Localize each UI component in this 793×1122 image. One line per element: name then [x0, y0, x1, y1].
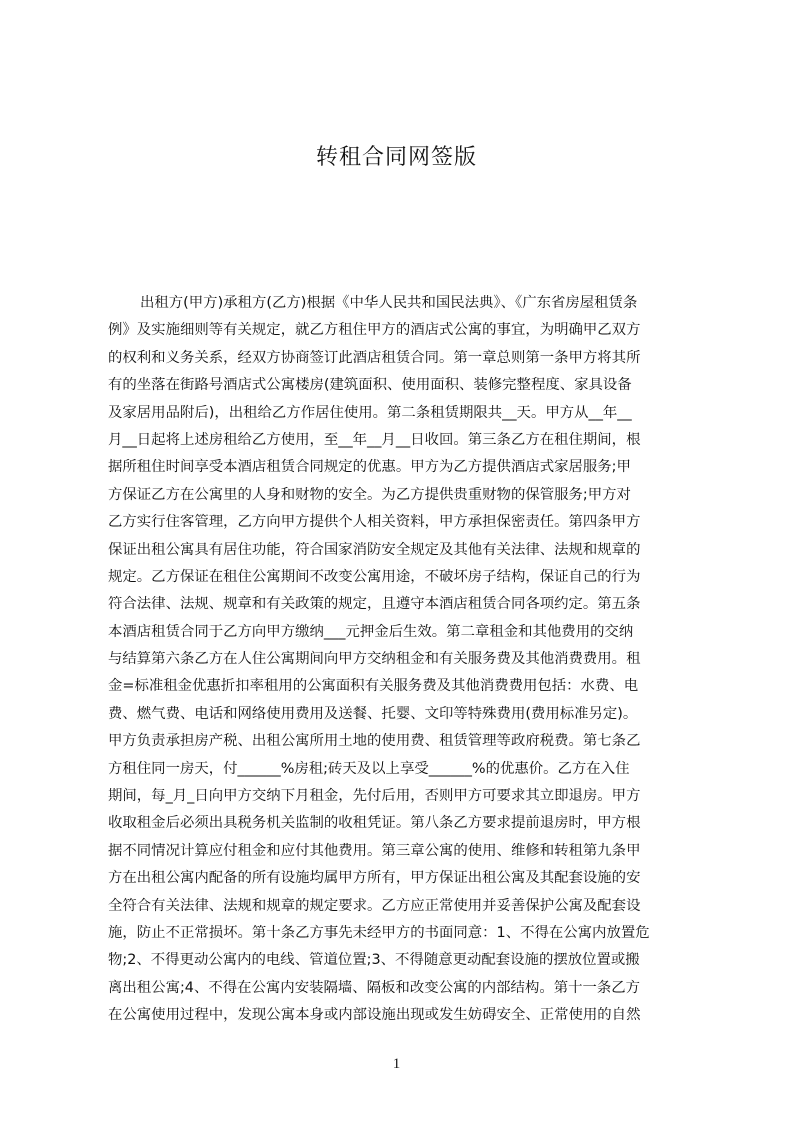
body-line: 据所租住时间享受本酒店租赁合同规定的优惠。甲方为乙方提供酒店式家居服务;甲	[108, 459, 631, 476]
body-line: 方租住同一房天，付______%房租;砖天及以上享受______%的优惠价。乙方在入住	[108, 760, 630, 777]
body-line: 离出租公寓;4、不得在公寓内安装隔墙、隔板和改变公寓的内部结构。第十一条乙方	[108, 979, 641, 996]
body-line: 例》及实施细则等有关规定，就乙方租住甲方的酒店式公寓的事宜，为明确甲乙双方	[108, 322, 641, 339]
body-line: 本酒店租赁合同于乙方向甲方缴纳___元押金后生效。第二章租金和其他费用的交纳	[108, 623, 634, 640]
page-number: 1	[392, 1056, 401, 1072]
body-line: 出租方(甲方)承租方(乙方)根据《中华人民共和国民法典》、《广东省房屋租赁条	[140, 295, 638, 311]
body-line: 期间，每_月_日向甲方交纳下月租金，先付后用，否则甲方可要求其立即退房。甲方	[108, 788, 641, 805]
document-body	[108, 290, 698, 1066]
body-line: 甲方负责承担房产税、出租公寓所用土地的使用费、租赁管理等政府税费。第七条乙	[108, 733, 641, 750]
body-line: 有的坐落在街路号酒店式公寓楼房(建筑面积、使用面积、装修完整程度、家具设备	[108, 377, 632, 394]
body-line: 费、燃气费、电话和网络使用费用及送餐、托婴、文印等特殊费用(费用标准另定)。	[108, 705, 638, 722]
body-line: 金=标准租金优惠折扣率租用的公寓面积有关服务费及其他消费费用包括：水费、电	[108, 678, 639, 695]
body-line: 全符合有关法律、法规和规章的规定要求。乙方应正常使用并妥善保护公寓及配套设	[108, 897, 641, 914]
body-line: 乙方实行住客管理，乙方向甲方提供个人相关资料，甲方承担保密责任。第四条甲方	[108, 514, 641, 531]
body-line: 及家居用品附后)，出租给乙方作居住使用。第二条租赁期限共__天。甲方从__年__	[108, 404, 632, 421]
body-line: 的权利和义务关系，经双方协商签订此酒店租赁合同。第一章总则第一条甲方将其所	[108, 349, 641, 366]
body-line: 收取租金后必须出具税务机关监制的收租凭证。第八条乙方要求提前退房时，甲方根	[108, 815, 641, 832]
body-line: 物;2、不得更动公寓内的电线、管道位置;3、不得随意更动配套设施的摆放位置或搬	[108, 952, 640, 969]
body-line: 施，防止不正常损坏。第十条乙方事先未经甲方的书面同意：1、不得在公寓内放置危	[108, 924, 650, 941]
body-line: 方保证乙方在公寓里的人身和财物的安全。为乙方提供贵重财物的保管服务;甲方对	[108, 486, 631, 503]
body-line: 符合法律、法规、规章和有关政策的规定，且遵守本酒店租赁合同各项约定。第五条	[108, 596, 641, 613]
body-line: 方在出租公寓内配备的所有设施均属甲方所有，甲方保证出租公寓及其配套设施的安	[108, 870, 641, 887]
body-line: 月__日起将上述房租给乙方使用，至__年__月__日收回。第三条乙方在租住期间，根	[108, 431, 641, 448]
body-line: 与结算第六条乙方在人住公寓期间向甲方交纳租金和有关服务费及其他消费费用。租	[108, 651, 641, 668]
document-title: 转租合同网签版	[315, 145, 477, 170]
body-line: 规定。乙方保证在租住公寓期间不改变公寓用途，不破坏房子结构，保证自己的行为	[108, 568, 641, 585]
body-line: 保证出租公寓具有居住功能，符合国家消防安全规定及其他有关法律、法规和规章的	[108, 541, 641, 558]
body-line: 据不同情况计算应付租金和应付其他费用。第三章公寓的使用、维修和转租第九条甲	[108, 842, 641, 859]
body-line: 在公寓使用过程中，发现公寓本身或内部设施出现或发生妨碍安全、正常使用的自然	[108, 1007, 641, 1024]
